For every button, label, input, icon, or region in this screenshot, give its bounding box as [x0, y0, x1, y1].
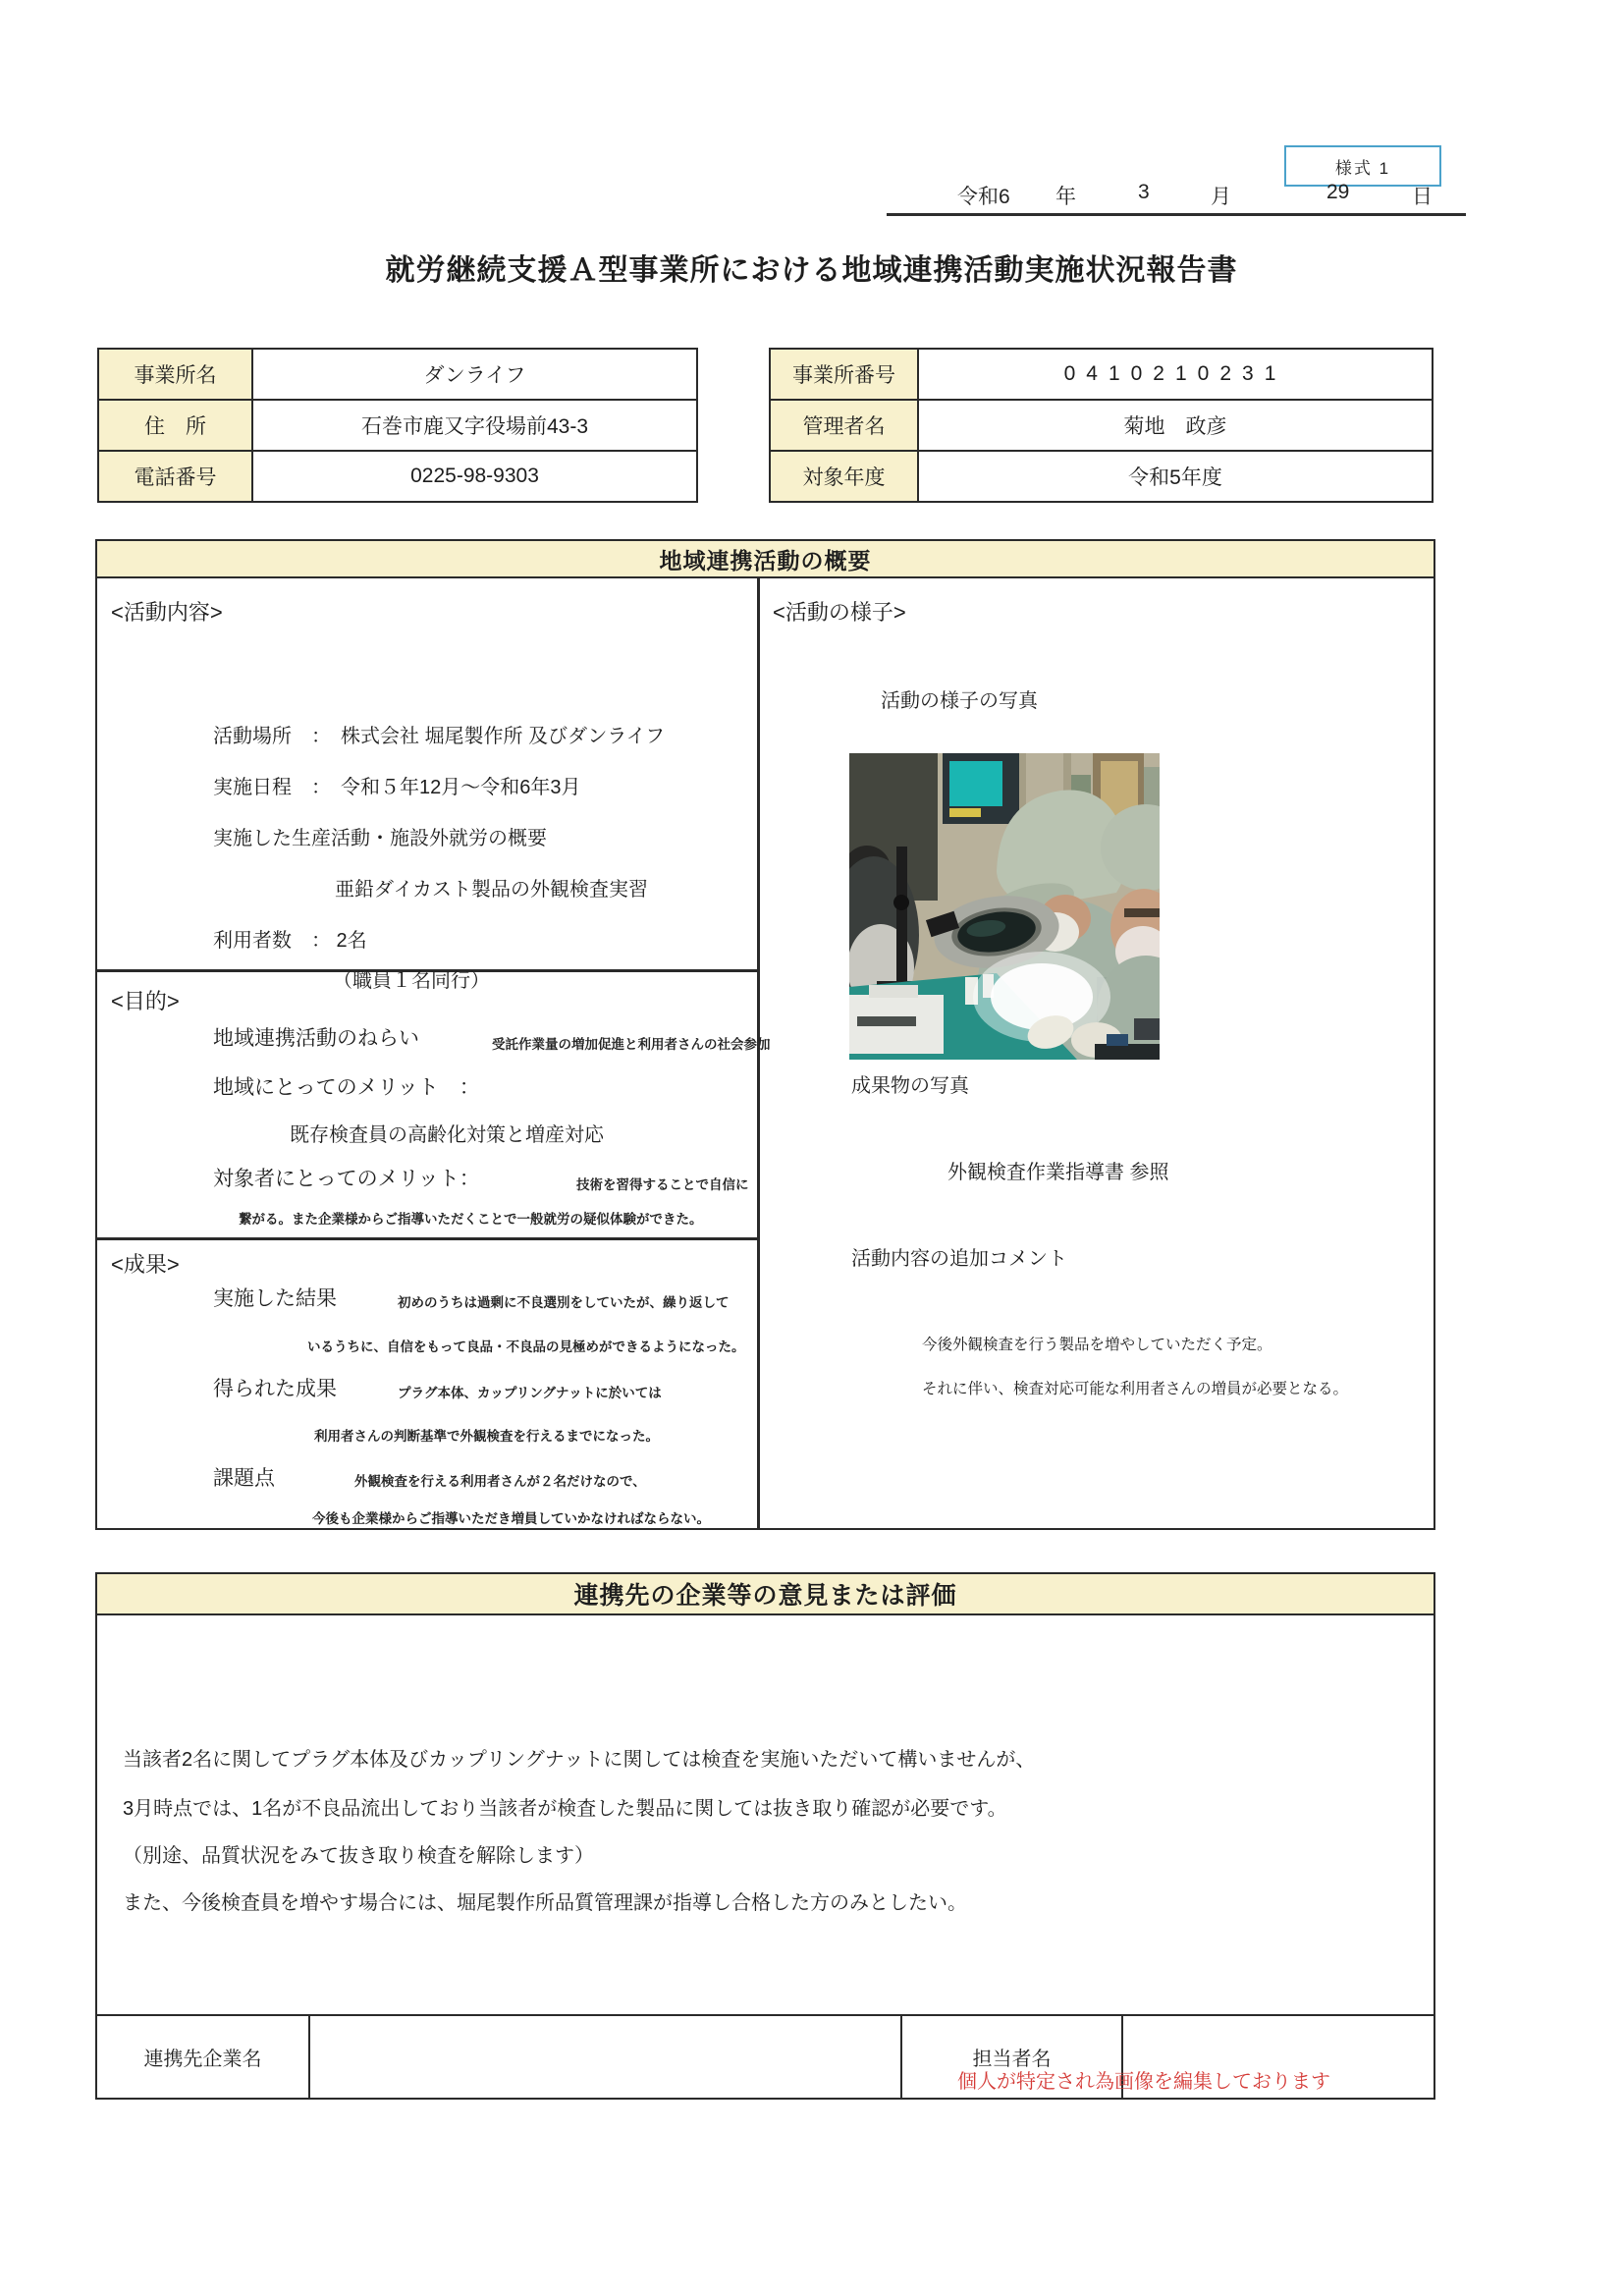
date-month: 3 [1138, 181, 1150, 203]
form-code-box: 様式 1 [1284, 145, 1441, 187]
manager-name-value: 菊地 政彦 [918, 400, 1433, 451]
table-row [98, 451, 697, 502]
manager-name-label: 管理者名 [770, 400, 918, 451]
partner-feedback-section [95, 1572, 1435, 2100]
activity-schedule: 実施日程 ： 令和５年12月～令和6年3月 [213, 777, 581, 798]
aspect-heading: <活動の様子> [773, 600, 906, 625]
activity-users: 利用者数 ： 2名 [213, 930, 367, 952]
table-row [98, 349, 697, 400]
activity-users-note: （職員１名同行） [333, 970, 490, 992]
date-day-unit: 日 [1412, 186, 1433, 208]
result-item-line2: 利用者さんの判断基準で外観検査を行えるまでになった。 [314, 1429, 659, 1444]
office-name-label: 事業所名 [98, 349, 252, 400]
overview-header: 地域連携活動の概要 [97, 541, 1434, 578]
date-year-unit: 年 [1055, 186, 1076, 208]
purpose-heading: <目的> [111, 989, 180, 1013]
feedback-header: 連携先の企業等の意見または評価 [97, 1574, 1434, 1615]
date-day: 29 [1326, 181, 1350, 203]
table-row [770, 451, 1433, 502]
result-item-line1: プラグ本体、カップリングナットに於いては [398, 1386, 662, 1400]
result-item-line1: 外観検査を行える利用者さんが２名だけなので、 [354, 1474, 646, 1489]
purpose-region-label: 地域にとってのメリット ： [213, 1076, 480, 1099]
report-date [887, 179, 1466, 216]
office-number-value: 0410210231 [918, 349, 1433, 400]
activity-heading: <活動内容> [111, 600, 223, 625]
address-label: 住 所 [98, 400, 252, 451]
purpose-aim-note: 受託作業量の増加促進と利用者さんの社会参加 [492, 1037, 771, 1052]
office-info-table-left [97, 348, 698, 503]
staff-name-label: 担当者名 [902, 2016, 1123, 2098]
date-month-unit: 月 [1211, 186, 1231, 208]
activity-photo [849, 753, 1160, 1060]
result-item-line2: 今後も企業様からご指導いただき増員していかなければならない。 [312, 1511, 710, 1526]
feedback-line: 当該者2名に関してプラグ本体及びカップリングナットに関しては検査を実施いただいて構いませんが、 [123, 1749, 1036, 1771]
feedback-line: また、今後検査員を増やす場合には、堀尾製作所品質管理課が指導し合格した方のみとしたい。 [123, 1892, 967, 1914]
purpose-target-note2: 繋がる。また企業様からご指導いただくことで一般就労の疑似体験ができた。 [239, 1212, 703, 1227]
purpose-target-note1: 技術を習得することで自信に [576, 1177, 749, 1192]
partner-company-label: 連携先企業名 [97, 2016, 310, 2098]
phone-label: 電話番号 [98, 451, 252, 502]
phone-value: 0225-98-9303 [252, 451, 697, 502]
result-photo-label: 成果物の写真 [851, 1075, 969, 1097]
target-year-label: 対象年度 [770, 451, 918, 502]
partner-company-value [310, 2016, 902, 2098]
additional-comment-line: それに伴い、検査対応可能な利用者さんの増員が必要となる。 [922, 1381, 1349, 1397]
overview-section [95, 539, 1435, 1530]
result-item-label: 得られた成果 [213, 1378, 337, 1400]
table-row [770, 349, 1433, 400]
additional-comment-label: 活動内容の追加コメント [851, 1248, 1067, 1270]
page-title: 就労継続支援Ａ型事業所における地域連携活動実施状況報告書 [385, 254, 1238, 287]
office-name-value: ダンライフ [252, 349, 697, 400]
results-heading: <成果> [111, 1252, 180, 1277]
activity-summary-label: 実施した生産活動・施設外就労の概要 [213, 828, 547, 849]
activity-summary-value: 亜鉛ダイカスト製品の外観検査実習 [335, 879, 648, 901]
table-row [770, 400, 1433, 451]
activity-photo-label: 活動の様子の写真 [881, 690, 1038, 712]
feedback-line: 3月時点では、1名が不良品流出しており当該者が検査した製品に関しては抜き取り確認が必要です。 [123, 1798, 1007, 1820]
privacy-edit-note: 個人が特定され為画像を編集しております [957, 2071, 1330, 2093]
result-item-line1: 初めのうちは過剰に不良選別をしていたが、繰り返して [398, 1295, 730, 1310]
office-info-table-right [769, 348, 1434, 503]
result-item-label: 実施した結果 [213, 1287, 337, 1310]
purpose-region-value: 既存検査員の高齢化対策と増産対応 [290, 1124, 604, 1146]
result-item-label: 課題点 [213, 1467, 275, 1490]
result-item-line2: いるうちに、自信をもって良品・不良品の見極めができるようになった。 [307, 1339, 745, 1354]
column-divider [757, 578, 760, 1528]
date-era-year: 令和6 [957, 186, 1010, 208]
office-number-label: 事業所番号 [770, 349, 918, 400]
additional-comment-line: 今後外観検査を行う製品を増やしていただく予定。 [922, 1337, 1272, 1353]
purpose-target-label: 対象者にとってのメリット： [213, 1168, 480, 1190]
address-value: 石巻市鹿又字役場前43-3 [252, 400, 697, 451]
feedback-line: （別途、品質状況をみて抜き取り検査を解除します） [123, 1845, 594, 1867]
results-divider [97, 1237, 759, 1240]
target-year-value: 令和5年度 [918, 451, 1433, 502]
result-photo-reference: 外観検査作業指導書 参照 [947, 1162, 1169, 1183]
table-row [98, 400, 697, 451]
activity-place: 活動場所 ： 株式会社 堀尾製作所 及びダンライフ [213, 726, 666, 747]
purpose-aim-label: 地域連携活動のねらい [213, 1027, 419, 1050]
